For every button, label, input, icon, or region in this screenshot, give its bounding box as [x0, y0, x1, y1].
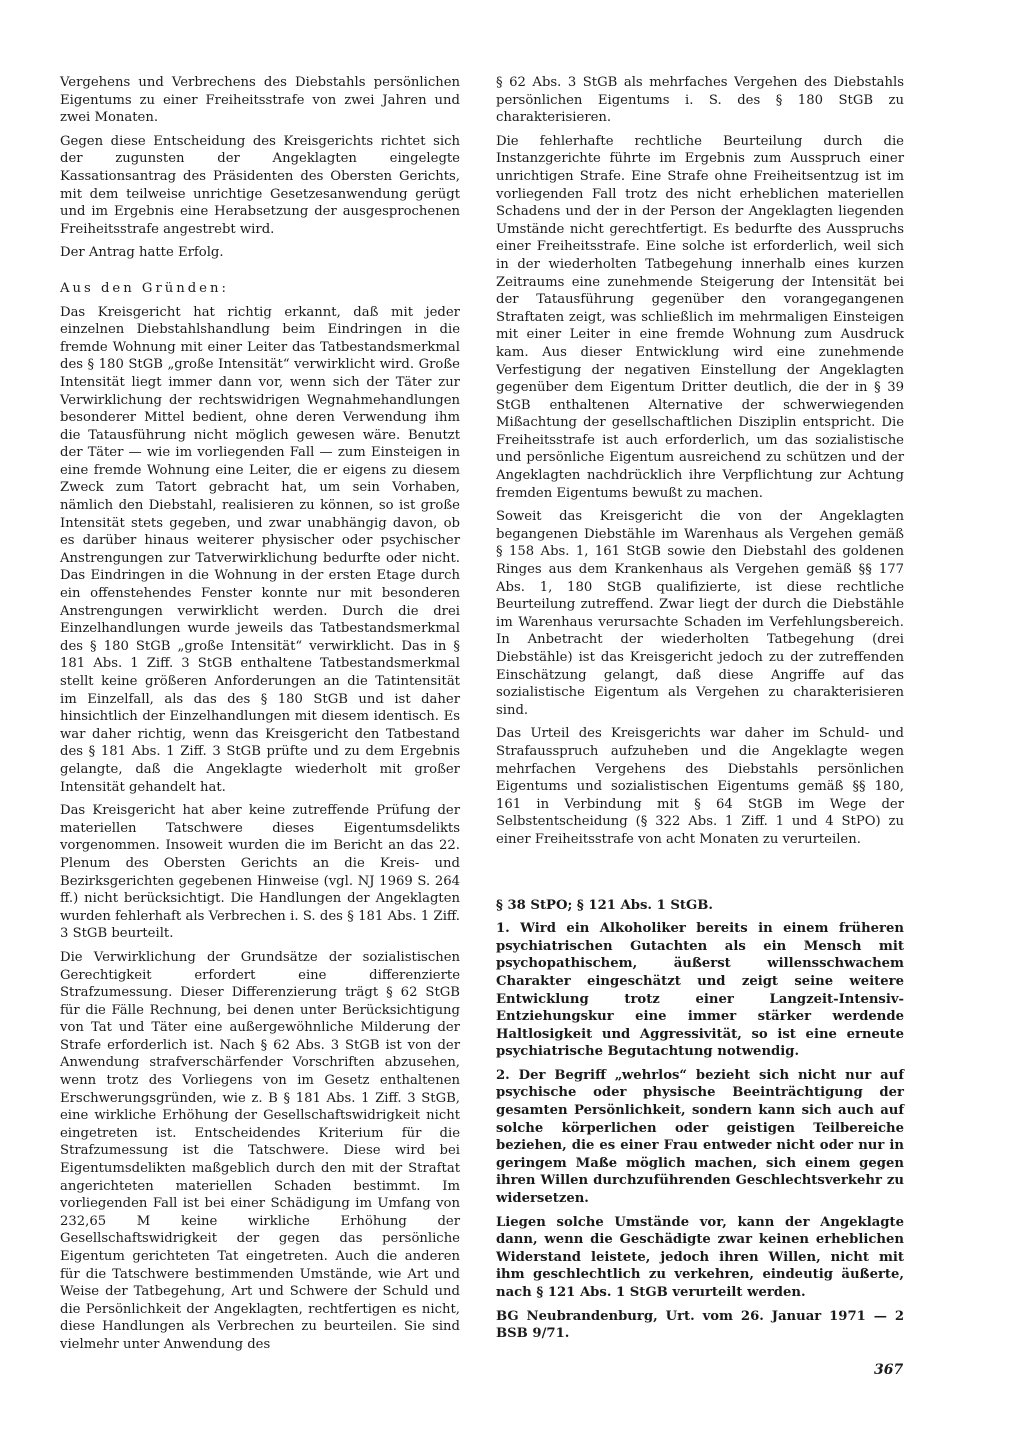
paragraph: § 62 Abs. 3 StGB als mehrfaches Vergehen des Diebstahls persönlichen Eigentums i. S. des § 180 StGB zu charakterisieren.: [496, 75, 904, 126]
headnote: Liegen solche Umstände vor, kann der Angeklagte dann, wenn die Geschädigte zwar keinen erheblichen Widerstand leistete, jedoch ihren Willen, nicht mit ihm geschlechtlich zu verkehren, eindeutig äußerte, nach § 121 Abs. 1 StGB verurteilt werden.: [496, 1214, 904, 1300]
paragraph: Das Kreisgericht hat richtig erkannt, daß mit jeder einzelnen Diebstahlshandlung beim Eindringen in die fremde Wohnung mit einer Leiter das Tatbestandsmerkmal des § 180 StGB „große Intensität“ verwirklicht wird. Große Intensität liegt immer dann vor, wenn sich der Täter zur Verwirklichung der rechtswidrigen Wegnahmehandlungen besonderer Mittel bedient, ohne deren Verwendung ihm die Tatausführung nicht möglich gewesen wäre. Benutzt der Täter — wie im vorliegenden Fall — zum Einsteigen in eine fremde Wohnung eine Leiter, die er eigens zu diesem Zweck zum Tatort gebracht hat, um sein Vorhaben, nämlich den Diebstahl, realisieren zu können, so ist große Intensität stets gegeben, und zwar unabhängig davon, ob es darüber hinaus weiterer physischer oder psychischer Anstrengungen zur Tatverwirklichung bedurfte oder nicht. Das Eindringen in die Wohnung in der ersten Etage durch ein offenstehendes Fenster konnte nur mit besonderen Anstrengungen verwirklicht werden. Durch die drei Einzelhandlungen wurde jeweils das Tatbestandsmerkmal des § 180 StGB „große Intensität“ verwirklicht. Das in § 181 Abs. 1 Ziff. 3 StGB enthaltene Tatbestandsmerkmal stellt keine größeren Anforderungen an die Tatintensität im Einzelfall, als das des § 180 StGB und ist daher hinsichtlich der Einzelhandlungen mit diesem identisch. Es war daher richtig, wenn das Kreisgericht den Tatbestand des § 181 Abs. 1 Ziff. 3 StGB prüfte und zu dem Ergebnis gelangte, daß die Angeklagte wiederholt mit großer Intensität gehandelt hat.: [60, 304, 460, 795]
page-number: 367: [874, 1362, 904, 1378]
court-reference: BG Neubrandenburg, Urt. vom 26. Januar 1971 — 2 BSB 9/71.: [496, 1308, 904, 1342]
case-citation-heading: § 38 StPO; § 121 Abs. 1 StGB.: [496, 897, 713, 913]
headnote: 2. Der Begriff „wehrlos“ bezieht sich nicht nur auf psychische oder physische Beeinträchtigung der gesamten Persönlichkeit, sondern kann sich auch auf solche körperlichen oder geistigen Teilbereiche beziehen, die es einer Frau entweder nicht oder nur in geringem Maße möglich machen, sich einem gegen ihren Willen durchzuführenden Geschlechtsverkehr zu widersetzen.: [496, 1067, 904, 1207]
right-column: [496, 74, 904, 1349]
paragraph: Die Verwirklichung der Grundsätze der sozialistischen Gerechtigkeit erfordert eine differenzierte Strafzumessung. Dieser Differenzierung trägt § 62 StGB für die Fälle Rechnung, bei denen unter Berücksichtigung von Tat und Täter eine außergewöhnliche Milderung der Strafe erforderlich ist. Nach § 62 Abs. 3 StGB ist von der Anwendung strafverschärfender Vorschriften abzusehen, wenn trotz des Vorliegens von im Gesetz enthaltenen Erschwerungsgründen, wie z. B § 181 Abs. 1 Ziff. 3 StGB, eine wirkliche Erhöhung der Gesellschaftswidrigkeit nicht eingetreten ist. Entscheidendes Kriterium für die Strafzumessung ist die Tatschwere. Diese wird bei Eigentumsdelikten maßgeblich durch den mit der Straftat angerichteten materiellen Schaden bestimmt. Im vorliegenden Fall ist bei einer Schädigung im Umfang von 232,65 M keine wirkliche Erhöhung der Gesellschaftswidrigkeit der gegen das persönliche Eigentum gerichteten Tat eingetreten. Auch die anderen für die Tatschwere bestimmenden Umstände, wie Art und Weise der Tatbegehung, Art und Schwere der Schuld und die Persönlichkeit der Angeklagten, rechtfertigen es nicht, diese Handlungen als Verbrechen zu beurteilen. Sie sind vielmehr unter Anwendung des: [60, 949, 460, 1352]
left-column: [60, 74, 460, 1360]
paragraph: Das Kreisgericht hat aber keine zutreffende Prüfung der materiellen Tatschwere dieses Eigentumsdelikts vorgenommen. Insoweit wurden die im Bericht an das 22. Plenum des Obersten Gerichts an die Kreis- und Bezirksgerichten gegebenen Hinweise (vgl. NJ 1969 S. 264 ff.) nicht berücksichtigt. Die Handlungen der Angeklagten wurden fehlerhaft als Verbrechen i. S. des § 181 Abs. 1 Ziff. 3 StGB beurteilt.: [60, 803, 460, 942]
paragraph: Die fehlerhafte rechtliche Beurteilung durch die Instanzgerichte führte im Ergebnis zum Ausspruch einer unrichtigen Strafe. Eine Strafe ohne Freiheitsentzug ist im vorliegenden Fall trotz des nicht erheblichen materiellen Schadens und der in der Person der Angeklagten liegenden Umstände nicht gerechtfertigt. Es bedurfte des Ausspruchs einer Freiheitsstrafe. Eine solche ist erforderlich, weil sich in der wiederholten Tatbegehung innerhalb eines kurzen Zeitraums eine zunehmende Steigerung der Intensität bei der Tatausführung gegenüber den vorangegangenen Straftaten zeigt, was schließlich im mehrmaligen Einsteigen mit einer Leiter in eine fremde Wohnung zum Ausdruck kam. Aus dieser Entwicklung wird eine zunehmende Verfestigung der negativen Einstellung der Angeklagten gegenüber dem Eigentum Dritter deutlich, die der in § 39 StGB enthaltenen Alternative der schwerwiegenden Mißachtung der gesellschaftlichen Disziplin entspricht. Die Freiheitsstrafe ist auch erforderlich, um das sozialistische und persönliche Eigentum ausreichend zu schützen und der Angeklagten nachdrücklich ihre Verpflichtung zur Achtung fremden Eigentums bewußt zu machen.: [496, 133, 904, 501]
paragraph: Soweit das Kreisgericht die von der Angeklagten begangenen Diebstähle im Warenhaus als Vergehen gemäß § 158 Abs. 1, 161 StGB sowie den Diebstahl des goldenen Ringes aus dem Krankenhaus als Vergehen gemäß §§ 177 Abs. 1, 180 StGB qualifizierte, ist diese rechtliche Beurteilung zutreffend. Zwar liegt der durch die Diebstähle im Warenhaus verursachte Schaden im Verfehlungsbereich. In Anbetracht der wiederholten Tatbegehung (drei Diebstähle) ist das Kreisgericht jedoch zu der zutreffenden Einschätzung gelangt, daß diese Angriffe auf das sozialistische Eigentum als Vergehen zu charakterisieren sind.: [496, 509, 904, 718]
paragraph: Der Antrag hatte Erfolg.: [60, 245, 224, 261]
paragraph: Vergehens und Verbrechens des Diebstahls persönlichen Eigentums zu einer Freiheitsstrafe von zwei Jahren und zwei Monaten.: [60, 75, 460, 126]
headnote: 1. Wird ein Alkoholiker bereits in einem früheren psychiatrischen Gutachten als ein Mensch mit psychopathischem, äußerst willensschwachem Charakter eingeschätzt und zeigt seine weitere Entwicklung trotz einer Langzeit-Intensiv-Entziehungskur eine immer stärker werdende Haltlosigkeit und Aggressivität, so ist eine erneute psychiatrische Begutachtung notwendig.: [496, 921, 904, 1060]
paragraph: Gegen diese Entscheidung des Kreisgerichts richtet sich der zugunsten der Angeklagten eingelegte Kassationsantrag des Präsidenten des Obersten Gerichts, mit dem teilweise unrichtige Gesetzesanwendung gerügt und im Ergebnis eine Herabsetzung der ausgesprochenen Freiheitsstrafe angestrebt wird.: [60, 133, 460, 237]
paragraph: Das Urteil des Kreisgerichts war daher im Schuld- und Strafausspruch aufzuheben und die Angeklagte wegen mehrfachen Vergehens des Diebstahls persönlichen Eigentums und sozialistischen Eigentums gemäß §§ 180, 161 in Verbindung mit § 64 StGB im Wege der Selbstentscheidung (§ 322 Abs. 1 Ziff. 1 und 4 StPO) zu einer Freiheitsstrafe von acht Monaten zu verurteilen.: [496, 726, 904, 847]
section-heading: Aus den Gründen:: [60, 280, 229, 296]
